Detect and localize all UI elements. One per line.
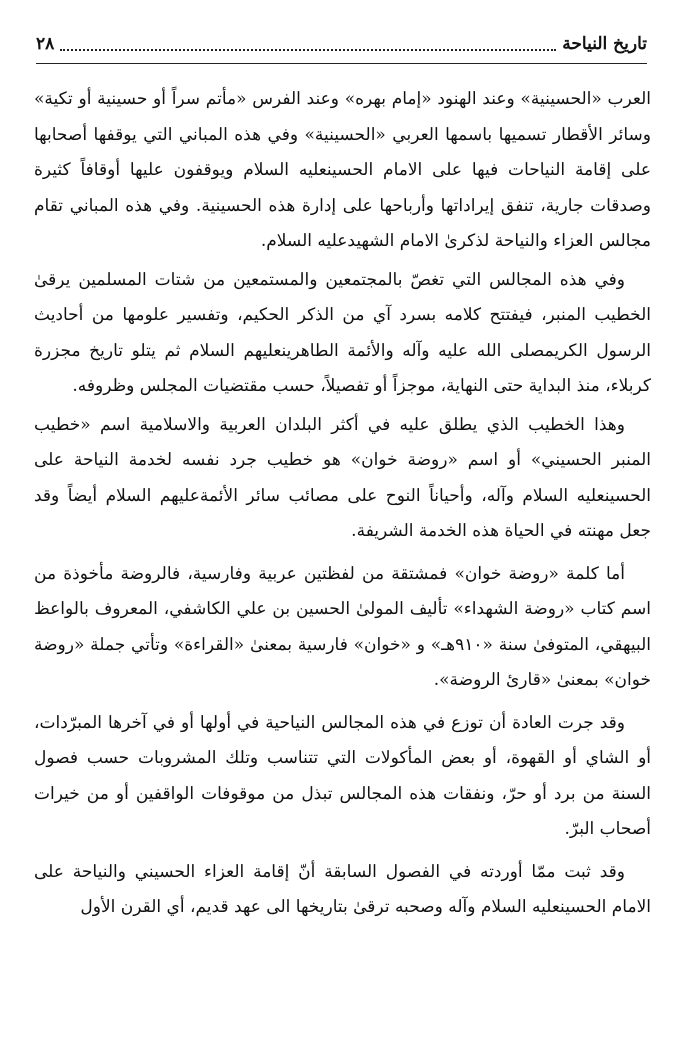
paragraph-3: وهذا الخطيب الذي يطلق عليه في أكثر البلدان العربية والاسلامية اسم «خطيب المنبر الحسيني» أو اسم «روضة خوان» هو خطيب جرد نفسه لخدمة النياحة على الحسينعليه السلام وآله، وأحياناً النوح على مصائب سائر الأئمةعليهم السلام أيضاً وقد جعل مهنته في الحياة هذه الخدمة الشريفة.: [34, 414, 651, 541]
paragraph-5: وقد جرت العادة أن توزع في هذه المجالس النياحية في أولها أو في آخرها المبرّدات، أو الشاي أو القهوة، أو بعض المأكولات التي تتناسب وتلك المشروبات حسب فصول السنة من برد أو حرّ، ونفقات هذه المجالس تبذل من موقوفات الواقفين أو من خيرات أصحاب البرّ.: [34, 712, 651, 839]
running-title: تاريخ النياحة: [562, 34, 647, 54]
page-number: ٢٨: [36, 34, 55, 54]
paragraph-1: العرب «الحسينية» وعند الهنود «إمام بهره» وعند الفرس «مأتم سراً أو حسينية أو تكية» وسائر الأقطار تسميها باسمها العربي «الحسينية» وفي هذه المباني التي يوقفها أصحابها على إقامة النياحات فيها على الامام الحسينعليه السلام ويوقفون عليها أوقافاً كثيرة وصدقات جارية، تنفق إيراداتها وأرباحها على إدارة هذه الحسينية. وفي هذه المباني تقام مجالس العزاء والنياحة لذكرىٰ الامام الشهيدعليه السلام.: [34, 89, 651, 251]
paragraph-2: وفي هذه المجالس التي تغصّ بالمجتمعين والمستمعين من شتات المسلمين يرقىٰ الخطيب المنبر، فيفتتح كلامه بسرد آي من الذكر الحكيم، وتفسير علومها من أحاديث الرسول الكريمصلى الله عليه وآله والأئمة الطاهرينعليهم السلام ثم يتلو تاريخ مجزرة كربلاء، منذ البداية حتى النهاية، موجزاً أو تفصيلاً، حسب مقتضيات المجلس وظروفه.: [34, 269, 651, 396]
running-header: [36, 30, 647, 58]
paragraph-4: أما كلمة «روضة خوان» فمشتقة من لفظتين عربية وفارسية، فالروضة مأخوذة من اسم كتاب «روضة الشهداء» تأليف المولىٰ الحسين بن علي الكاشفي، المعروف بالواعظ البيهقي، المتوفىٰ سنة «٩١٠هـ» و «خوان» فارسية بمعنىٰ «القراءة» وتأتي جملة «روضة خوان» بمعنىٰ «قارئ الروضة».: [34, 563, 651, 690]
page-body: [34, 82, 651, 926]
header-dot-leader: [60, 47, 556, 51]
paragraph-6: وقد ثبت ممّا أوردته في الفصول السابقة أنّ إقامة العزاء الحسيني والنياحة على الامام الحسينعليه السلام وآله وصحبه ترقىٰ بتاريخها الى عهد قديم، أي القرن الأول: [34, 861, 651, 917]
header-rule: [36, 63, 647, 64]
